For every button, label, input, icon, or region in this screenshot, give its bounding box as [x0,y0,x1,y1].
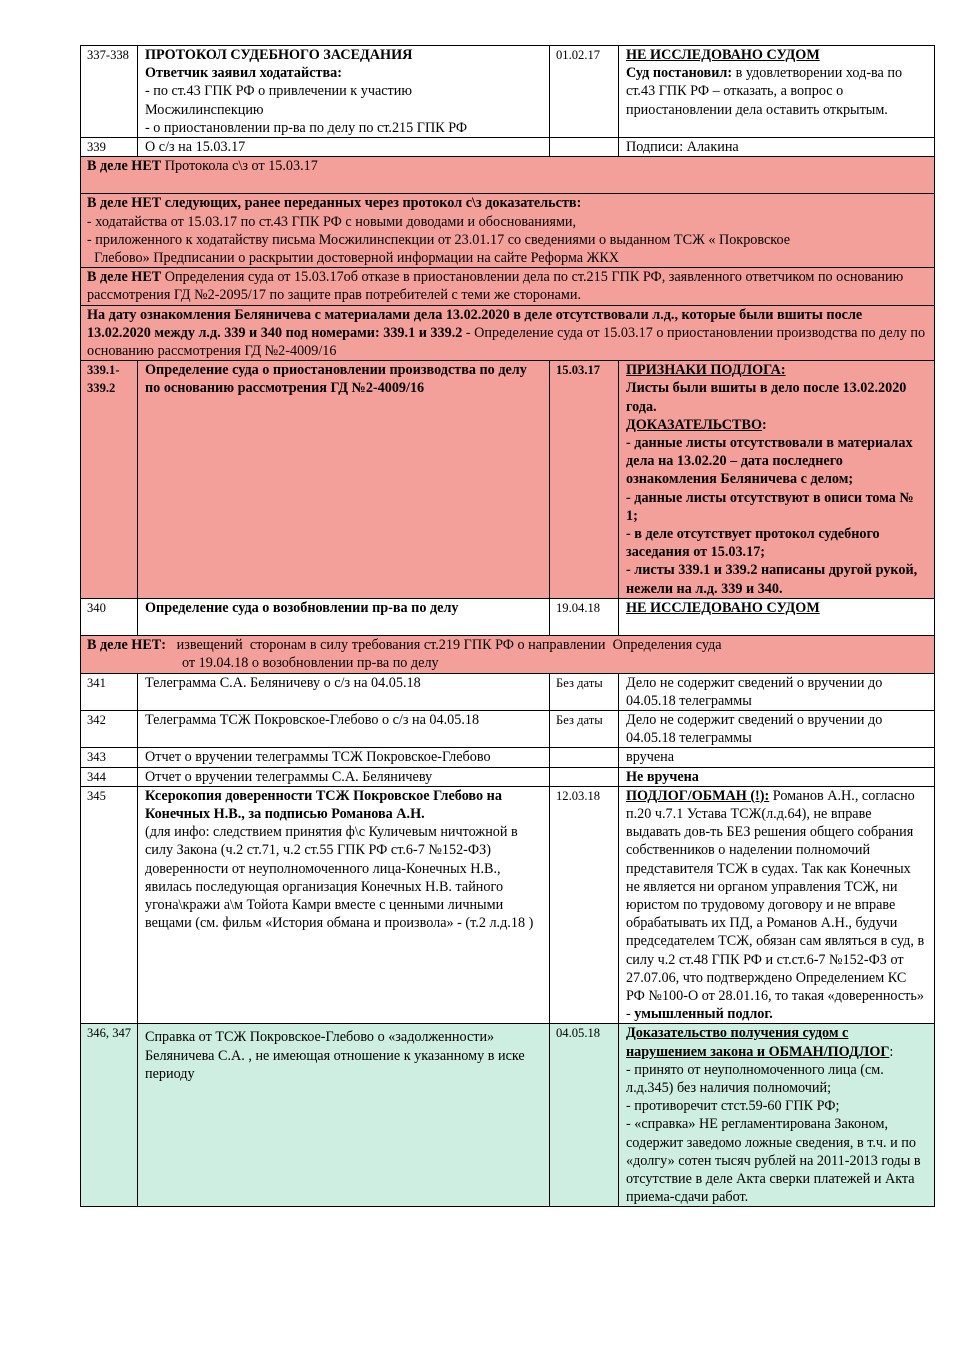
case-inventory-table [80,45,935,1207]
sheet-number: 339.1-339.2 [81,361,138,599]
evidence-item: - данные листы отсутствовали в материалах дела на 13.02.20 – дата последнего ознакомления Беляничева с делом; [626,435,913,488]
document-date: 19.04.18 [550,598,619,635]
table-row [81,361,935,599]
missing-note-text: извещений сторонам в силу требования ст.219 ГПК РФ о направлении Определения суда [165,637,722,654]
remark [619,361,935,599]
missing-note-text: Определения суда от 15.03.17об отказе в приостановлении дела по ст.215 ГПК РФ, заявленного ответчиком по основанию рассмотрения ГД №2-2095/17 по защите прав потребителей с теми же сторонами. [87,269,904,304]
table-row [81,748,935,767]
protocol-item: Мосжилинспекцию [145,101,264,118]
document-description: Телеграмма С.А. Беляничеву о с/з на 04.05.18 [138,673,550,710]
table-row [81,786,935,1024]
remark-bold: Суд постановил: [626,65,733,82]
table-row [81,138,935,157]
remark-title: ПОДЛОГ/ОБМАН (!): [626,787,770,804]
missing-note [81,636,935,673]
missing-note-item: Глебово» Предписании о раскрытии достоверной информации на сайте Реформа ЖКХ [87,250,620,267]
remark-item: - противоречит стст.59-60 ГПК РФ; [626,1098,840,1115]
sheet-number: 344 [81,767,138,786]
remark: Не вручена [619,767,935,786]
protocol-item: - о приостановлении пр-ва по делу по ст.215 ГПК РФ [145,119,468,136]
table-row [81,710,935,747]
document-description [138,46,550,138]
document-date [550,138,619,157]
remark-title: НЕ ИССЛЕДОВАНО СУДОМ [626,47,820,63]
evidence-colon: : [762,416,767,433]
document-date: 15.03.17 [550,361,619,599]
missing-note-row [81,636,935,673]
missing-note [81,194,935,268]
document-description: О с/з на 15.03.17 [138,138,550,157]
missing-note [81,305,935,361]
remark-colon: : [889,1043,894,1060]
missing-note [81,268,935,305]
forgery-signs-title: ПРИЗНАКИ ПОДЛОГА: [626,362,786,379]
missing-note-row [81,157,935,194]
remark: Подписи: Алакина [619,138,935,157]
sheet-number: 342 [81,710,138,747]
remark-item: - принято от неуполномоченного лица (см. л.д.345) без наличия полномочий; [626,1061,884,1096]
document-date: 01.02.17 [550,46,619,138]
document-description: Определение суда о приостановлении производства по делу по основанию рассмотрения ГД №2-4009/16 [138,361,550,599]
document-description [138,1024,550,1207]
missing-note-text: - Определение суда от 15.03.17 о приостановлении производства по делу по основанию рассмотрения ГД №2-4009/16 [87,324,926,360]
remark [619,46,935,138]
remark: вручена [619,748,935,767]
evidence-item: - в деле отсутствует протокол судебного заседания от 15.03.17; [626,526,880,561]
remark-title: Доказательство получения судом с нарушением закона и ОБМАН/ПОДЛОГ [626,1025,890,1060]
description-text: Справка от ТСЖ Покровское-Глебово о «задолженности» Беляничева С.А. , не имеющая отношение к указанному в иске периоду [145,1029,525,1082]
forgery-signs-text: Листы были вшиты в дело после 13.02.2020 года. [626,380,907,415]
sheet-number: 340 [81,598,138,635]
sheet-number: 337-338 [81,46,138,138]
sheet-number: 341 [81,673,138,710]
table-row [81,1024,935,1207]
sheet-number: 343 [81,748,138,767]
table-row [81,598,935,635]
missing-note-bold: В деле НЕТ: [87,637,166,654]
remark [619,786,935,1024]
missing-note [81,157,935,194]
missing-note-text: Протокола с\з от 15.03.17 [161,158,318,175]
missing-note-bold: В деле НЕТ [87,269,162,286]
document-date [550,748,619,767]
remark-text: в удовлетворении ход-ва по ст.43 ГПК РФ – отказать, а вопрос о приостановлении дела оставить открытым. [626,65,903,118]
protocol-subtitle: Ответчик заявил ходатайства: [145,65,342,82]
remark-item: - «справка» НЕ регламентирована Законом, содержит заведомо ложные сведения, в т.ч. и по «долгу» сотен тысяч рублей на 2011-2013 годы в отсутствие в деле Акта сверки платежей и Акта приема-сдачи работ. [626,1116,921,1206]
missing-note-bold: На дату ознакомления Беляничева с материалами дела 13.02.2020 в деле отсутствовали л.д., которые были вшиты после 13.02.2020 между л.д. 339 и 340 под номерами: 339.1 и 339.2 [87,306,863,341]
evidence-item: - листы 339.1 и 339.2 написаны другой рукой, нежели на л.д. 339 и 340. [626,562,918,597]
document-page [80,45,934,1207]
sheet-number: 339 [81,138,138,157]
document-description [138,786,550,1024]
remark [619,1024,935,1207]
protocol-title: ПРОТОКОЛ СУДЕБНОГО ЗАСЕДАНИЯ [145,47,413,63]
table-row [81,673,935,710]
document-date: Без даты [550,710,619,747]
sheet-number: 346, 347 [81,1024,138,1207]
document-description: Отчет о вручении телеграммы С.А. Беляничеву [138,767,550,786]
remark: Дело не содержит сведений о вручении до 04.05.18 телеграммы [619,673,935,710]
missing-note-text: от 19.04.18 о возобновлении пр-ва по делу [182,655,439,672]
missing-note-item: - ходатайства от 15.03.17 по ст.43 ГПК РФ с новыми доводами и обоснованиями, [87,213,577,230]
document-date: 04.05.18 [550,1024,619,1207]
evidence-title: ДОКАЗАТЕЛЬСТВО [626,416,763,433]
document-date: 12.03.18 [550,786,619,1024]
evidence-item: - данные листы отсутствуют в описи тома № 1; [626,489,914,524]
missing-note-bold: В деле НЕТ следующих, ранее переданных через протокол с\з доказательств: [87,195,582,212]
remark: НЕ ИССЛЕДОВАНО СУДОМ [619,598,935,635]
missing-note-item: - приложенного к ходатайству письма Мосжилинспекции от 23.01.17 со сведениями о выданном ТСЖ « Покровское [87,231,791,248]
document-description: Телеграмма ТСЖ Покровское-Глебово о с/з на 04.05.18 [138,710,550,747]
table-row [81,46,935,138]
sheet-number: 345 [81,786,138,1024]
missing-note-row [81,194,935,268]
protocol-item: - по ст.43 ГПК РФ о привлечении к участию [145,83,412,100]
description-text: (для инфо: следствием принятия ф\с Куличевым ничтожной в силу Закона (ч.2 ст.71, ч.2 ст.55 ГПК РФ ст.6-7 №152-ФЗ) доверенности от неуполномоченного лица-Конечных Н.В., явилась последующая организация Конечных Н.В. тайного угона\кражи а\м Тойота Камри вместе с ценными личными вещами (см. фильм «История обмана и произвола» - (т.2 л.д.18 ) [145,824,534,932]
remark: Дело не содержит сведений о вручении до 04.05.18 телеграммы [619,710,935,747]
missing-note-row [81,305,935,361]
missing-note-row [81,268,935,305]
document-date: Без даты [550,673,619,710]
remark-text: Романов А.Н., согласно п.20 ч.7.1 Устава ТСЖ(л.д.64), не вправе выдавать дов-ть БЕЗ решения общего собрания собственников о наделении полномочий представителя ТСЖ в судах. Так как Конечных не является ни органом управления ТСЖ, ни юристом по трудовому договору и не вправе обрабатывать их ПД, а Романов А.Н., будучи председателем ТСЖ, обязан сам являться в суд, в силу ч.2 ст.48 ГПК РФ и ст.ст.6-7 №152-ФЗ от 27.07.06, что подтверждено Определением КС РФ №100-О от 28.01.16, то такая «доверенность» - [626,787,925,1023]
table-row [81,767,935,786]
document-description: Отчет о вручении телеграммы ТСЖ Покровское-Глебово [138,748,550,767]
description-text: Определение суда о возобновлении пр-ва по делу [145,599,459,616]
document-date [550,767,619,786]
missing-note-bold: В деле НЕТ [87,158,162,175]
description-bold: Ксерокопия доверенности ТСЖ Покровское Глебово на Конечных Н.В., за подписью Романова А.Н. [145,787,502,822]
remark-conclusion: умышленный подлог. [630,1006,773,1023]
document-description [138,598,550,635]
